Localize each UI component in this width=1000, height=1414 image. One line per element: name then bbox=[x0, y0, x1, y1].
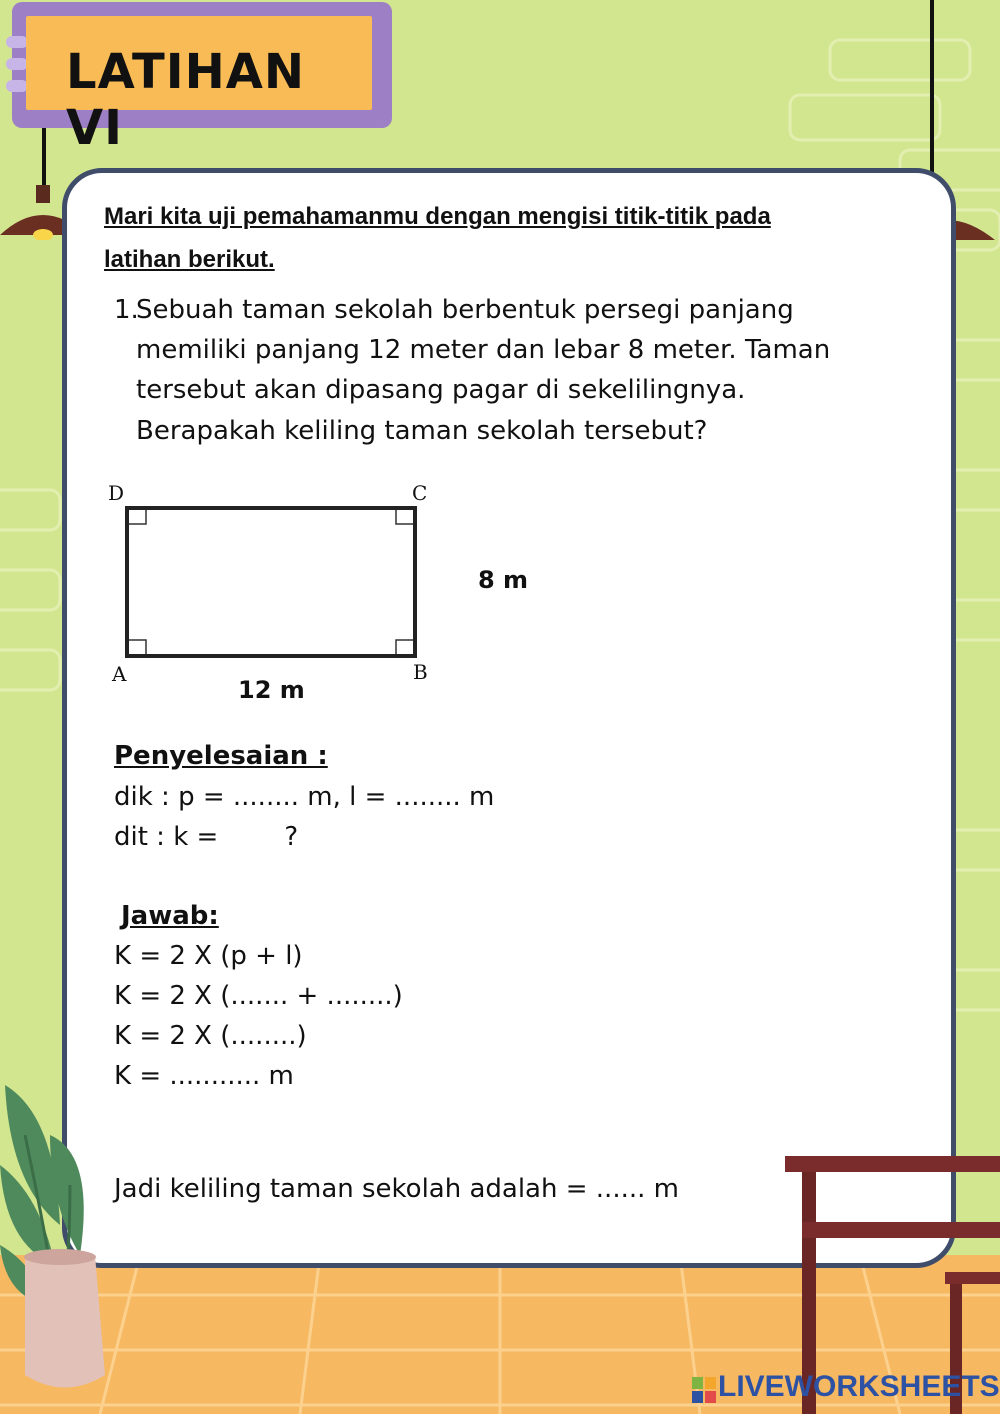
question-number: 1. bbox=[114, 295, 139, 325]
liveworksheets-logo-icon bbox=[692, 1377, 716, 1403]
question-line: Berapakah keliling taman sekolah tersebut? bbox=[136, 416, 708, 446]
answer-step: K = 2 X (....... + ........) bbox=[114, 981, 403, 1011]
vertex-label-c: C bbox=[412, 481, 428, 505]
title-sign bbox=[12, 2, 392, 156]
page-title: LATIHAN VI bbox=[66, 44, 306, 156]
length-label: 12 m bbox=[238, 676, 305, 704]
potted-plant-icon bbox=[0, 1075, 130, 1405]
answer-heading: Jawab: bbox=[121, 901, 219, 931]
answer-step: K = 2 X (........) bbox=[114, 1021, 307, 1051]
solution-heading: Penyelesaian : bbox=[114, 741, 328, 771]
instruction-line-1: Mari kita uji pemahamanmu dengan mengisi titik-titik pada bbox=[104, 203, 771, 230]
vertex-label-d: D bbox=[108, 481, 125, 505]
question-line: Sebuah taman sekolah berbentuk persegi panjang bbox=[136, 295, 794, 325]
question-line: memiliki panjang 12 meter dan lebar 8 meter. Taman bbox=[136, 335, 831, 365]
sign-tab bbox=[6, 36, 28, 48]
title-plate bbox=[26, 16, 372, 156]
asked-line: dit : k = ? bbox=[114, 822, 299, 852]
sign-tab bbox=[6, 80, 28, 92]
right-angle-marks bbox=[129, 510, 413, 654]
instruction-line-2: latihan berikut. bbox=[104, 246, 275, 273]
lamp-cord-right bbox=[930, 0, 934, 190]
sign-tab bbox=[6, 58, 28, 70]
answer-step: K = ........... m bbox=[114, 1061, 294, 1091]
width-label: 8 m bbox=[478, 566, 529, 594]
lamp-cord-left bbox=[42, 120, 46, 190]
vertex-label-b: B bbox=[413, 660, 428, 684]
conclusion-line: Jadi keliling taman sekolah adalah = ...... m bbox=[114, 1174, 679, 1204]
vertex-label-a: A bbox=[112, 662, 127, 686]
liveworksheets-logo-text: LIVEWORKSHEETS bbox=[718, 1370, 1000, 1403]
known-line: dik : p = ........ m, l = ........ m bbox=[114, 782, 495, 812]
rectangle-shape bbox=[127, 508, 415, 656]
answer-step: K = 2 X (p + l) bbox=[114, 941, 303, 971]
question-line: tersebut akan dipasang pagar di sekelilingnya. bbox=[136, 375, 746, 405]
